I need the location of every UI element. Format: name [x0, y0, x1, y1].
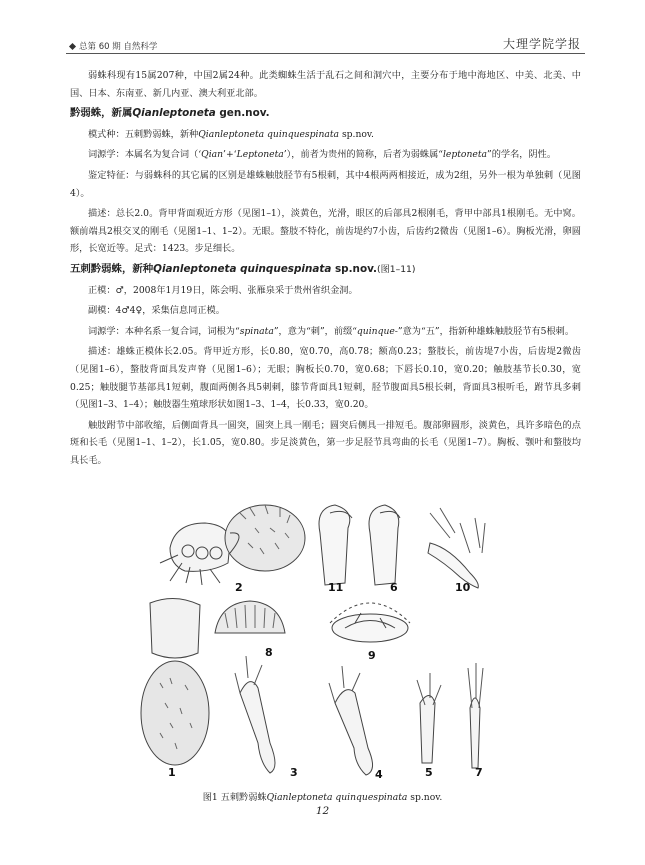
paragraph-holotype: 正模：♂，2008年1月19日，陈会明、张雁泉采于贵州省织金洞。	[88, 284, 358, 296]
drawing-leg-tibia-7	[468, 663, 483, 768]
paragraph-type-species: 模式种：五刺黔弱蛛，新种Qianleptoneta quinquespinata sp.nov.	[88, 128, 374, 140]
issue-info: 总第 60 期 自然科学	[79, 42, 158, 52]
figure-label-2: 2	[235, 581, 243, 594]
figure-label-10: 10	[455, 581, 471, 594]
drawing-chelicera-11	[319, 505, 352, 585]
body-text	[70, 67, 581, 472]
drawing-leg-10	[428, 508, 485, 588]
drawing-palp-3	[235, 656, 275, 773]
drawing-dorsal-habitus	[141, 598, 209, 765]
figure-label-7: 7	[475, 766, 483, 779]
header-rule	[66, 53, 585, 54]
running-header-left	[70, 40, 157, 52]
paragraph-intro: 弱蛛科现有15属207种，中国2属24种。此类蜘蛛生活于乱石之间和洞穴中，主要分布于地中海地区、中美、北美、中国、日本、东南亚、新几内亚、澳大利亚北部。	[70, 70, 581, 99]
paragraph-paratype: 副模：4♂4♀，采集信息同正模。	[88, 305, 225, 317]
drawing-chelicera-6	[369, 505, 400, 585]
paragraph-description-species: 描述：雄蛛正模体长2.05。背甲近方形，长0.80，宽0.70，高0.78；额高0.23；螯肢长，前齿堤7小齿，后齿堤2微齿（见图1–6），螯肢背面具发声脊（见图1–6）；无眼；胸板长0.70，宽0.68；下唇长0.10，宽0.20；触肢基节长0.30，宽0.25；触肢腿节基部具1短刺，腹面两侧各具5刺刺，膝节背面具1短刺，胫节腹面具5根长刺，背面具3根听毛，跗节具多刺（见图1–3、1–4）；触肢器生殖球形状如图1–3、1–4，长0.33，宽0.20。	[70, 346, 581, 411]
diamond-icon	[69, 42, 76, 49]
page-number: 12	[315, 805, 330, 817]
figure-label-9: 9	[368, 649, 376, 662]
species-heading: 五刺黔弱蛛，新种Qianleptoneta quinquespinata sp.nov.(图1–11)	[70, 262, 416, 275]
genus-heading: 黔弱蛛，新属Qianleptoneta gen.nov.	[70, 107, 270, 120]
figure-label-8: 8	[265, 646, 273, 659]
figure-label-1: 1	[168, 766, 176, 779]
journal-title: 大理学院学报	[502, 37, 581, 51]
drawing-lateral-habitus	[160, 505, 305, 585]
figure-label-3: 3	[290, 766, 298, 779]
paragraph-diagnosis: 鉴定特征：与弱蛛科的其它属的区别是雄蛛触肢胫节有5根刺，其中4根两两相接近，成为2组，另外一根为单独刺（见图4）。	[70, 169, 581, 199]
paragraph-description-continued: 触肢跗节中部收缩，后侧面背具一圆突，圆突上具一刚毛；圆突后侧具一排短毛。腹部卵圆形，淡黄色，具许多暗色的点斑和长毛（见图1–1、1–2），长1.05，宽0.80。步足淡黄色，第一步足胫节具弯曲的长毛（见图1–7）。胸板、颚叶和螯肢均具长毛。	[70, 419, 581, 466]
figure-label-11: 11	[328, 581, 344, 594]
figure-label-5: 5	[425, 766, 433, 779]
drawing-sternum-8	[215, 601, 285, 633]
figure-illustrations	[130, 493, 530, 783]
figure-label-4: 4	[375, 768, 383, 781]
drawing-palp-tarsus-5	[417, 673, 441, 763]
drawing-epigyne-9	[330, 603, 410, 642]
paragraph-etymology-species: 词源学：本种名系一复合词，词根为“spinata”，意为“刺”，前缀“quinque-”意为“五”，指新种雄蛛触肢胫节有5根刺。	[88, 325, 575, 337]
figure-label-6: 6	[390, 581, 398, 594]
figure-caption: 图1 五刺黔弱蛛Qianleptoneta quinquespinata sp.nov.	[202, 792, 443, 803]
drawing-palp-4	[329, 666, 373, 775]
paragraph-description-genus: 描述：总长2.0。背甲背面观近方形（见图1–1），淡黄色，光滑，眼区的后部具2根刚毛，背甲中部具1根刚毛。无中窝。额前端具2根交叉的刚毛（见图1–1、1–2）。无眼。螯肢不特化，前齿堤约7小齿，后齿约2微齿（见图1–6）。胸板光滑，卵圆形，长宽近等。足式：1423。步足细长。	[70, 208, 581, 255]
paragraph-etymology-genus: 词源学：本属名为复合词（‘Qian’+‘Leptoneta’），前者为贵州的简称，后者为弱蛛属“leptoneta”的学名，阴性。	[88, 149, 557, 161]
figure-plate	[130, 493, 530, 783]
